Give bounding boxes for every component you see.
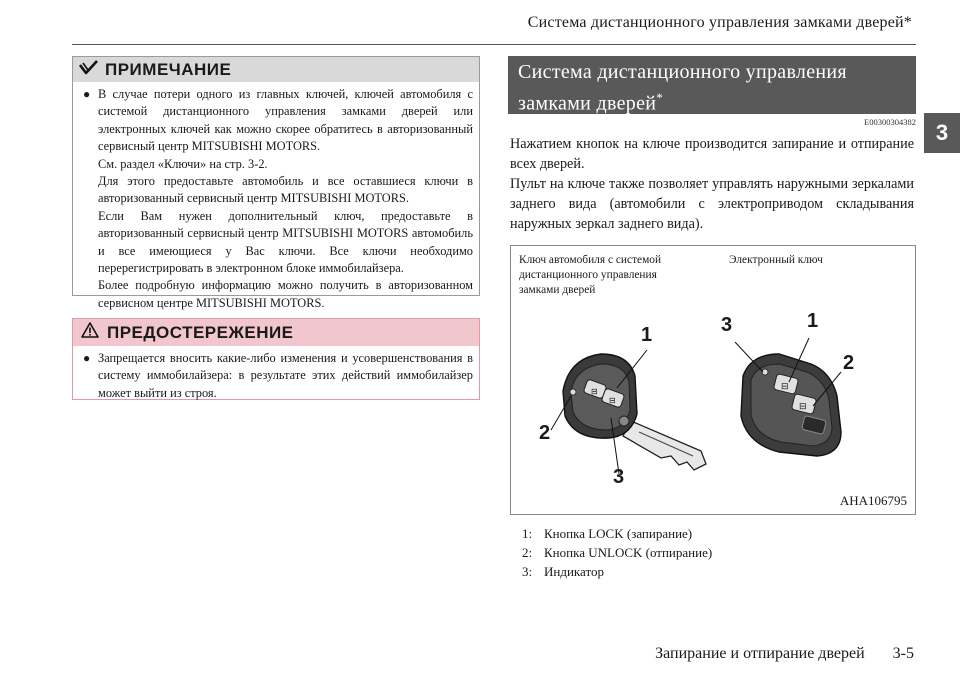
note-pen-icon xyxy=(79,59,99,80)
callout-left-3: 3 xyxy=(613,466,625,488)
note-paragraph: Если Вам нужен дополнительный ключ, предоставьте в авторизованный сервисный центр MITSUBISHI MOTORS автомобиль и все имеющиеся у Вас ключи. Все ключи необходимо перерегистрировать в электронном блоке иммобилайзера. xyxy=(98,208,473,276)
callout-left-1: 1 xyxy=(641,324,653,346)
intro-paragraph: Пульт на ключе также позволяет управлять наружными зеркалами заднего вида (автомобили с электроприводом складывания наружных зеркал заднего вида). xyxy=(510,176,914,232)
note-title: ПРИМЕЧАНИЕ xyxy=(105,59,232,79)
note-paragraph: В случае потери одного из главных ключей, ключей автомобиля с системой дистанционного управления замками дверей или электронных ключей как можно скорее обратитесь в авторизованный сервисный центр MITSUBISHI MOTORS. xyxy=(98,87,473,154)
page-number: 3-5 xyxy=(892,645,914,662)
footer-title: Запирание и отпирание дверей xyxy=(655,645,865,662)
electronic-key-drawing xyxy=(741,354,841,456)
warning-text: Запрещается вносить какие-либо изменения и усовершенствования в систему иммобилайзера: в результате этих действий иммобилайзер может выйти из строя. xyxy=(98,351,473,400)
figure-legend xyxy=(522,524,712,581)
chapter-tab[interactable]: 3 xyxy=(924,113,960,153)
figure-label-remote-key: Ключ автомобиля с системой дистанционного управления замками дверей xyxy=(519,254,662,296)
key-illustration xyxy=(511,246,917,516)
callout-right-1: 1 xyxy=(807,310,819,332)
legend-item: 2: Кнопка UNLOCK (отпирание) xyxy=(522,545,713,560)
key-figure xyxy=(510,245,916,515)
callout-left-2: 2 xyxy=(539,422,551,444)
callout-right-2: 2 xyxy=(843,352,855,374)
svg-text:⊟: ⊟ xyxy=(609,396,616,405)
intro-text xyxy=(510,134,914,234)
callout-right-3: 3 xyxy=(721,314,733,336)
page-header-title: Система дистанционного управления замками дверей* xyxy=(527,14,912,31)
warning-header xyxy=(73,319,479,346)
svg-text:⊟: ⊟ xyxy=(591,387,598,396)
warning-title: ПРЕДОСТЕРЕЖЕНИЕ xyxy=(107,322,294,342)
svg-text:⊟: ⊟ xyxy=(799,401,807,411)
figure-label-electronic-key: Электронный ключ xyxy=(729,254,823,266)
remote-key-drawing xyxy=(563,354,706,470)
warning-triangle-icon xyxy=(81,322,99,343)
section-title-line1: Система дистанционного управления xyxy=(518,61,847,83)
warning-box xyxy=(72,318,480,400)
note-paragraph: Более подробную информацию можно получить в авторизованном сервисном центре MITSUBISHI MOTORS. xyxy=(98,278,473,310)
asterisk-mark: * xyxy=(656,90,664,105)
svg-text:⊟: ⊟ xyxy=(781,381,789,391)
bullet-dot: ● xyxy=(83,351,91,365)
note-paragraph: Для этого предоставьте автомобиль и все оставшиеся ключи в авторизованный сервисный центр MITSUBISHI MOTORS. xyxy=(98,174,473,206)
legend-item: 1: Кнопка LOCK (запирание) xyxy=(522,526,693,541)
doc-code: E00300304382 xyxy=(864,117,916,127)
header-rule xyxy=(72,44,916,45)
note-box xyxy=(72,56,480,310)
note-paragraph-link[interactable]: См. раздел «Ключи» на стр. 3-2. xyxy=(98,156,268,171)
legend-item: 3: Индикатор xyxy=(522,564,604,579)
section-heading xyxy=(508,56,916,114)
page-footer xyxy=(655,645,914,663)
bullet-dot: ● xyxy=(83,87,91,101)
section-title-line2: замками дверей* xyxy=(518,90,664,115)
note-header xyxy=(73,57,479,82)
intro-paragraph: Нажатием кнопок на ключе производится запирание и отпирание всех дверей. xyxy=(510,136,914,172)
figure-code: AHA106795 xyxy=(839,493,907,508)
